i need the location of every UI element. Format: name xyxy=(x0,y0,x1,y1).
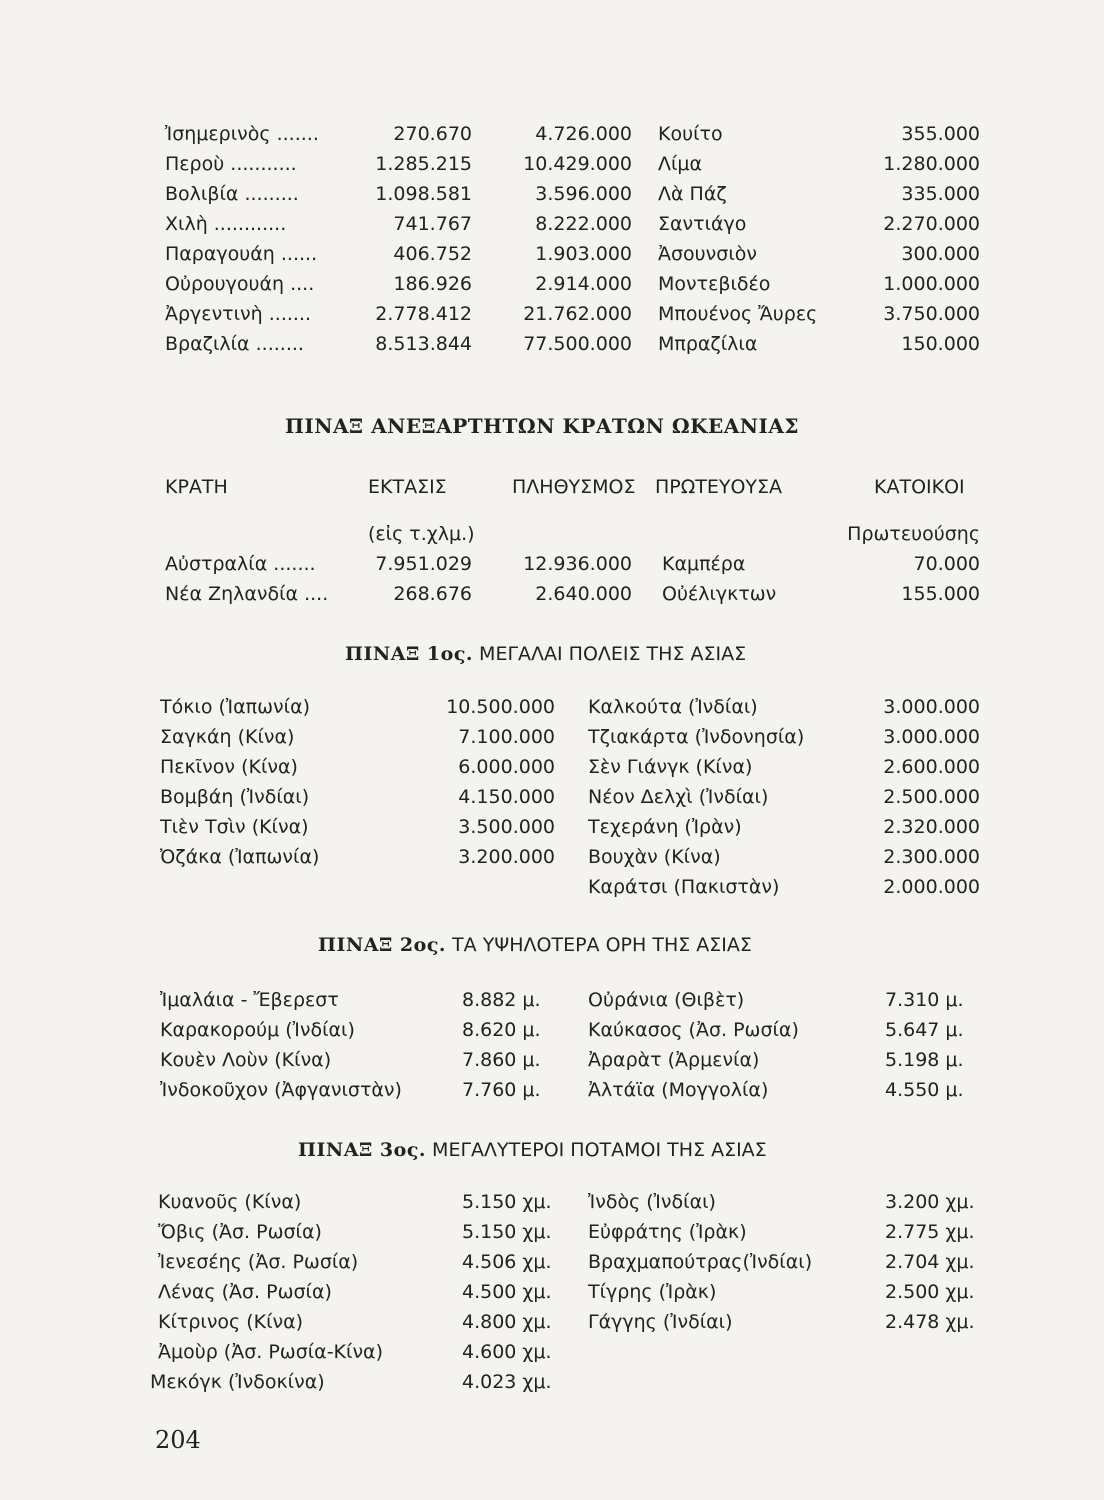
city-name: Καλκούτα (Ἰνδίαι) xyxy=(588,696,758,718)
mountain-value: 8.882 μ. xyxy=(462,989,541,1011)
sa-inhabitants: 1.280.000 xyxy=(883,153,980,175)
sa-population: 77.500.000 xyxy=(523,333,632,355)
mountains-title xyxy=(318,933,752,957)
rivers-title-rest: ΜΕΓΑΛΥΤΕΡΟΙ ΠΟΤΑΜΟΙ ΤΗΣ ΑΣΙΑΣ xyxy=(432,1139,767,1161)
city-value: 2.600.000 xyxy=(883,756,980,778)
mountain-value: 5.198 μ. xyxy=(885,1049,964,1071)
city-name: Βομβάη (Ἰνδίαι) xyxy=(160,786,310,808)
sa-capital: Λίμα xyxy=(658,153,703,175)
river-value: 4.506 χμ. xyxy=(462,1251,552,1273)
sa-country: Βολιβία ......... xyxy=(165,183,299,205)
river-value: 2.478 χμ. xyxy=(885,1311,975,1333)
sa-inhabitants: 1.000.000 xyxy=(883,273,980,295)
sa-population: 10.429.000 xyxy=(523,153,632,175)
river-value: 2.775 χμ. xyxy=(885,1221,975,1243)
city-value: 3.500.000 xyxy=(458,816,555,838)
oc-population: 12.936.000 xyxy=(523,553,632,575)
city-name: Τζιακάρτα (Ἰνδονησία) xyxy=(588,726,805,748)
mountain-value: 8.620 μ. xyxy=(462,1019,541,1041)
city-value: 7.100.000 xyxy=(458,726,555,748)
header-inhabitants: ΚΑΤΟΙΚΟΙ xyxy=(874,476,965,498)
mountain-value: 7.760 μ. xyxy=(462,1079,541,1101)
city-value: 2.000.000 xyxy=(883,876,980,898)
subheader-capital: Πρωτευούσης xyxy=(847,523,980,545)
sa-country: Βραζιλία ........ xyxy=(165,333,304,355)
city-value: 2.320.000 xyxy=(883,816,980,838)
river-name: Λένας (Ἀσ. Ρωσία) xyxy=(158,1281,332,1303)
city-value: 2.300.000 xyxy=(883,846,980,868)
oc-area: 7.951.029 xyxy=(375,553,472,575)
mountain-name: Καρακορούμ (Ἰνδίαι) xyxy=(160,1019,355,1041)
sa-area: 1.285.215 xyxy=(375,153,472,175)
river-name: Ἀμοὺρ (Ἀσ. Ρωσία-Κίνα) xyxy=(158,1341,383,1363)
mountain-name: Οὐράνια (Θιβὲτ) xyxy=(588,989,745,1011)
mountain-name: Ἀραρὰτ (Ἀρμενία) xyxy=(588,1049,760,1071)
river-value: 2.704 χμ. xyxy=(885,1251,975,1273)
sa-capital: Μπραζίλια xyxy=(658,333,758,355)
river-value: 5.150 χμ. xyxy=(462,1221,552,1243)
city-value: 4.150.000 xyxy=(458,786,555,808)
city-name: Πεκῖνον (Κίνα) xyxy=(160,756,298,778)
river-value: 4.500 χμ. xyxy=(462,1281,552,1303)
sa-capital: Μοντεβιδέο xyxy=(658,273,771,295)
sa-country: Περοὺ ........... xyxy=(165,153,297,175)
oc-inhabitants: 155.000 xyxy=(901,583,980,605)
sa-area: 270.670 xyxy=(393,123,472,145)
river-name: Βραχμαπούτρας(Ἰνδίαι) xyxy=(588,1251,813,1273)
river-name: Εὐφράτης (Ἰρὰκ) xyxy=(588,1221,747,1243)
river-value: 4.800 χμ. xyxy=(462,1311,552,1333)
city-name: Καράτσι (Πακιστὰν) xyxy=(588,876,780,898)
city-value: 3.000.000 xyxy=(883,726,980,748)
sa-country: Ἀργεντινὴ ....... xyxy=(165,303,312,325)
river-value: 2.500 χμ. xyxy=(885,1281,975,1303)
cities-title-rest: ΜΕΓΑΛΑΙ ΠΟΛΕΙΣ ΤΗΣ ΑΣΙΑΣ xyxy=(479,643,747,665)
city-value: 3.200.000 xyxy=(458,846,555,868)
mountain-name: Ἰνδοκοῦχον (Ἀφγανιστὰν) xyxy=(160,1079,402,1101)
header-capital: ΠΡΩΤΕΥΟΥΣΑ xyxy=(655,476,783,498)
river-name: Γάγγης (Ἰνδίαι) xyxy=(588,1311,733,1333)
sa-capital: Μπουένος Ἄυρες xyxy=(658,303,818,325)
river-name: Τίγρης (Ἰρὰκ) xyxy=(588,1281,717,1303)
sa-inhabitants: 300.000 xyxy=(901,243,980,265)
river-name: Ἰενεσέης (Ἀσ. Ρωσία) xyxy=(158,1251,359,1273)
cities-title xyxy=(345,642,746,666)
header-population: ΠΛΗΘΥΣΜΟΣ xyxy=(512,476,636,498)
sa-area: 2.778.412 xyxy=(375,303,472,325)
mountain-name: Καύκασος (Ἀσ. Ρωσία) xyxy=(588,1019,799,1041)
sa-inhabitants: 355.000 xyxy=(901,123,980,145)
river-name: Ἰνδὸς (Ἰνδίαι) xyxy=(588,1191,716,1213)
sa-area: 406.752 xyxy=(393,243,472,265)
river-name: Κίτρινος (Κίνα) xyxy=(158,1311,304,1333)
river-name: Μεκόγκ (Ἰνδοκίνα) xyxy=(150,1371,325,1393)
river-value: 5.150 χμ. xyxy=(462,1191,552,1213)
city-name: Νέον Δελχὶ (Ἰνδίαι) xyxy=(588,786,769,808)
sa-capital: Κουίτο xyxy=(658,123,723,145)
city-value: 3.000.000 xyxy=(883,696,980,718)
mountain-name: Κουὲν Λοὺν (Κίνα) xyxy=(160,1049,332,1071)
river-name: Κυανοῦς (Κίνα) xyxy=(158,1191,302,1213)
river-value: 3.200 χμ. xyxy=(885,1191,975,1213)
oceania-title: ΠΙΝΑΞ ΑΝΕΞΑΡΤΗΤΩΝ ΚΡΑΤΩΝ ΩΚΕΑΝΙΑΣ xyxy=(285,414,800,438)
oc-capital: Καμπέρα xyxy=(662,553,746,575)
header-states: ΚΡΑΤΗ xyxy=(165,476,228,498)
city-value: 6.000.000 xyxy=(458,756,555,778)
sa-country: Χιλὴ ............ xyxy=(165,213,287,235)
subheader-area-unit: (εἰς τ.χλμ.) xyxy=(368,523,475,545)
mountain-value: 4.550 μ. xyxy=(885,1079,964,1101)
mountain-value: 5.647 μ. xyxy=(885,1019,964,1041)
mountains-title-bold: ΠΙΝΑΞ 2ος. xyxy=(318,934,446,956)
sa-inhabitants: 150.000 xyxy=(901,333,980,355)
sa-population: 4.726.000 xyxy=(535,123,632,145)
oc-area: 268.676 xyxy=(393,583,472,605)
city-value: 2.500.000 xyxy=(883,786,980,808)
oc-country: Αὐστραλία ....... xyxy=(165,553,316,575)
river-value: 4.600 χμ. xyxy=(462,1341,552,1363)
sa-capital: Σαντιάγο xyxy=(658,213,747,235)
sa-inhabitants: 3.750.000 xyxy=(883,303,980,325)
sa-inhabitants: 2.270.000 xyxy=(883,213,980,235)
city-name: Τιὲν Τσὶν (Κίνα) xyxy=(160,816,309,838)
city-value: 10.500.000 xyxy=(446,696,555,718)
sa-area: 186.926 xyxy=(393,273,472,295)
city-name: Τόκιο (Ἰαπωνία) xyxy=(160,696,311,718)
mountains-title-rest: ΤΑ ΥΨΗΛΟΤΕΡΑ ΟΡΗ ΤΗΣ ΑΣΙΑΣ xyxy=(452,934,752,956)
sa-capital: Λὰ Πάζ xyxy=(658,183,727,205)
rivers-title xyxy=(298,1138,767,1162)
header-area: ΕΚΤΑΣΙΣ xyxy=(368,476,447,498)
mountain-value: 7.310 μ. xyxy=(885,989,964,1011)
mountain-name: Ἀλτάϊα (Μογγολία) xyxy=(588,1079,769,1101)
rivers-title-bold: ΠΙΝΑΞ 3ος. xyxy=(298,1139,426,1161)
oc-inhabitants: 70.000 xyxy=(913,553,980,575)
river-value: 4.023 χμ. xyxy=(462,1371,552,1393)
oc-capital: Οὐέλιγκτων xyxy=(662,583,777,605)
sa-country: Παραγουάη ...... xyxy=(165,243,318,265)
city-name: Ὀζάκα (Ἰαπωνία) xyxy=(160,846,320,868)
sa-country: Οὐρουγουάη .... xyxy=(165,273,315,295)
mountain-value: 7.860 μ. xyxy=(462,1049,541,1071)
sa-inhabitants: 335.000 xyxy=(901,183,980,205)
sa-population: 1.903.000 xyxy=(535,243,632,265)
mountain-name: Ἰμαλάια - Ἔβερεστ xyxy=(160,989,339,1011)
city-name: Τεχεράνη (Ἰρὰν) xyxy=(588,816,742,838)
oc-country: Νέα Ζηλανδία .... xyxy=(165,583,329,605)
city-name: Βουχὰν (Κίνα) xyxy=(588,846,721,868)
river-name: Ὄβις (Ἀσ. Ρωσία) xyxy=(158,1221,322,1243)
sa-area: 741.767 xyxy=(393,213,472,235)
cities-title-bold: ΠΙΝΑΞ 1ος. xyxy=(345,643,473,665)
sa-population: 21.762.000 xyxy=(523,303,632,325)
sa-population: 8.222.000 xyxy=(535,213,632,235)
oc-population: 2.640.000 xyxy=(535,583,632,605)
city-name: Σαγκάη (Κίνα) xyxy=(160,726,295,748)
sa-capital: Ἀσουνσιὸν xyxy=(658,243,757,265)
city-name: Σὲν Γιάνγκ (Κίνα) xyxy=(588,756,753,778)
sa-area: 8.513.844 xyxy=(375,333,472,355)
page-number: 204 xyxy=(155,1426,201,1454)
sa-area: 1.098.581 xyxy=(375,183,472,205)
sa-population: 2.914.000 xyxy=(535,273,632,295)
sa-country: Ἰσημερινὸς ....... xyxy=(165,123,319,145)
sa-population: 3.596.000 xyxy=(535,183,632,205)
